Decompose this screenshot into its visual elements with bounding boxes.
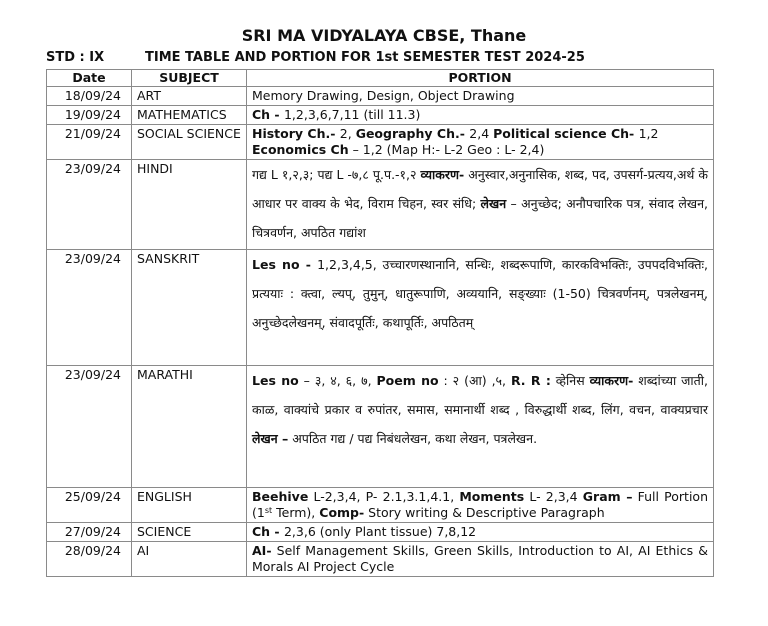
date-cell: 21/09/24 <box>47 125 132 160</box>
portion-cell: Memory Drawing, Design, Object Drawing <box>247 87 714 106</box>
table-row <box>47 125 714 160</box>
portion-cell: Beehive L-2,3,4, P- 2.1,3.1,4.1, Moments L- 2,3,4 Gram – Full Portion (1st Term), Comp- Story writing & Descriptive Paragraph <box>247 488 714 523</box>
table-row <box>47 488 714 523</box>
date-cell: 19/09/24 <box>47 106 132 125</box>
table-row <box>47 87 714 106</box>
subject-cell: MATHEMATICS <box>132 106 247 125</box>
table-row <box>47 542 714 577</box>
portion-cell: Les no - 1,2,3,4,5, उच्चारणस्थानानि, सन्धिः, शब्दरूपाणि, कारकविभक्तिः, उपपदविभक्तिः, प्रत्ययाः : क्त्वा, ल्यप्, तुमुन्, धातुरूपाणि, अव्ययानि, सङ्ख्याः (1-50) चित्रवर्णनम्, पत्रलेखनम्, अनुच्छेदलेखनम्, संवादपूर्तिः, कथापूर्तिः, अपठितम् <box>247 250 714 366</box>
timetable <box>46 69 714 577</box>
table-row <box>47 250 714 366</box>
date-cell: 18/09/24 <box>47 87 132 106</box>
portion-cell: AI- Self Management Skills, Green Skills, Introduction to AI, AI Ethics & Morals AI Project Cycle <box>247 542 714 577</box>
subject-cell: ENGLISH <box>132 488 247 523</box>
date-cell: 28/09/24 <box>47 542 132 577</box>
portion-cell: History Ch.- 2, Geography Ch.- 2,4 Political science Ch- 1,2 Economics Ch – 1,2 (Map H:- L-2 Geo : L- 2,4) <box>247 125 714 160</box>
subject-cell: ART <box>132 87 247 106</box>
std-label: STD : IX <box>46 50 105 65</box>
subject-cell: SCIENCE <box>132 523 247 542</box>
subject-cell: HINDI <box>132 160 247 250</box>
date-cell: 25/09/24 <box>47 488 132 523</box>
table-row <box>47 366 714 488</box>
date-cell: 23/09/24 <box>47 160 132 250</box>
portion-cell: Ch - 2,3,6 (only Plant tissue) 7,8,12 <box>247 523 714 542</box>
portion-cell: Les no – ३, ४, ६, ७, Poem no : २ (आ) ,५, R. R : व्हेनिस व्याकरण- शब्दांच्या जाती, काळ, वाक्यांचे प्रकार व रुपांतर, समास, समानार्थी शब्द , विरुद्धार्थी शब्द, लिंग, वचन, वाक्यप्रचार लेखन – अपठित गद्य / पद्य निबंधलेखन, कथा लेखन, पत्रलेखन. <box>247 366 714 488</box>
school-name: SRI MA VIDYALAYA CBSE, Thane <box>241 26 527 45</box>
date-cell: 27/09/24 <box>47 523 132 542</box>
date-header: Date <box>47 70 132 87</box>
date-cell: 23/09/24 <box>47 366 132 488</box>
portion-cell: गद्य L १,२,३; पद्य L -७,८ पू.प.-१,२ व्याकरण- अनुस्वार,अनुनासिक, शब्द, पद, उपसर्ग-प्रत्यय,अर्थ के आधार पर वाक्य के भेद, विराम चिहन, स्वर संधि; लेखन – अनुच्छेद; अनौपचारिक पत्र, संवाद लेखन, चित्रवर्णन, अपठित गद्यांश <box>247 160 714 250</box>
table-row <box>47 523 714 542</box>
portion-header: PORTION <box>247 70 714 87</box>
subject-cell: AI <box>132 542 247 577</box>
subject-header: SUBJECT <box>132 70 247 87</box>
subject-cell: MARATHI <box>132 366 247 488</box>
table-row <box>47 106 714 125</box>
subject-cell: SANSKRIT <box>132 250 247 366</box>
subject-cell: SOCIAL SCIENCE <box>132 125 247 160</box>
portion-cell: Ch - 1,2,3,6,7,11 (till 11.3) <box>247 106 714 125</box>
table-row <box>47 160 714 250</box>
header-row <box>47 70 714 87</box>
date-cell: 23/09/24 <box>47 250 132 366</box>
document-title: TIME TABLE AND PORTION FOR 1st SEMESTER TEST 2024-25 <box>145 50 585 65</box>
